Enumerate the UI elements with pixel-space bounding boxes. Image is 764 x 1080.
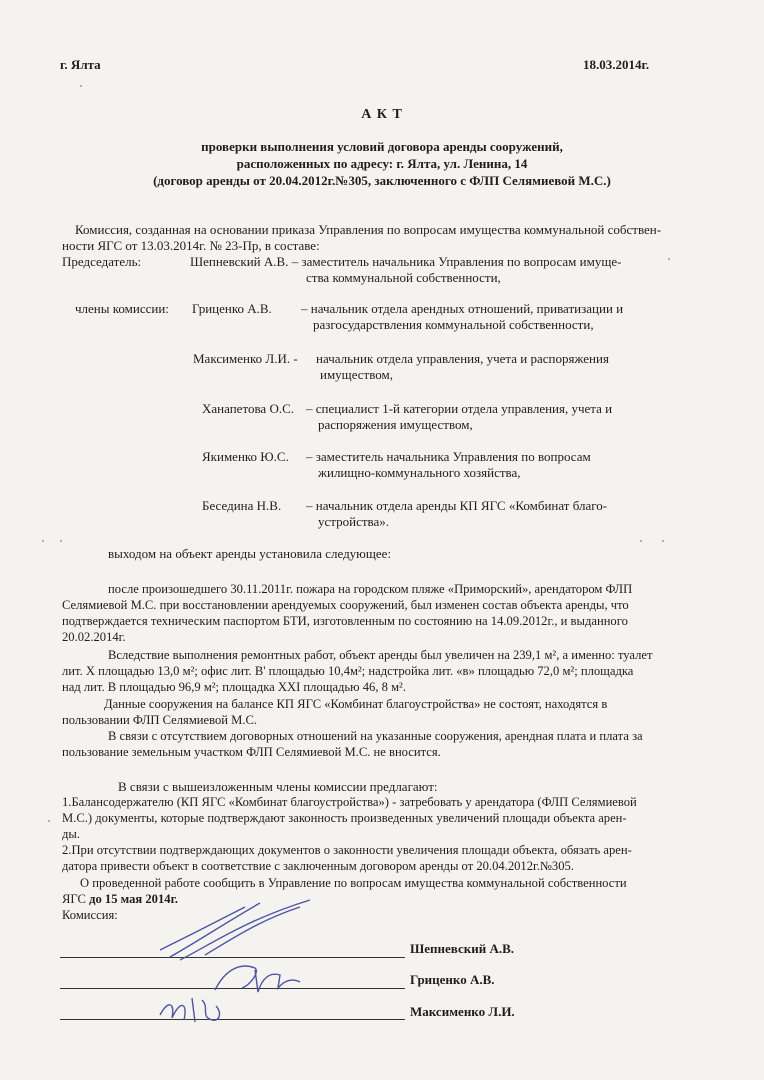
scan-speck [668,258,670,260]
report-deadline: до 15 мая 2014г. [89,892,179,906]
item1-line: М.С.) документы, которые подтверждают законность произведенных увеличений площади объекта арен- [62,811,627,825]
document-date: 18.03.2014г. [583,57,650,72]
member-duty-cont: жилищно-коммунального хозяйства, [318,465,521,480]
scan-speck [662,540,664,542]
para2-line: лит. Х площадью 13,0 м²; офис лит. В' площадью 10,4м²; надстройка лит. «в» площадью 72,0 м²; площадка [62,664,634,678]
city: г. Ялта [60,57,101,72]
scan-speck [80,85,82,87]
document-title: А К Т [361,107,403,122]
subtitle-line-1: проверки выполнения условий договора аренды сооружений, [201,139,563,154]
signatory-name: Гриценко А.В. [410,972,495,987]
member-duty-cont: распоряжения имуществом, [318,417,473,432]
scan-speck [42,540,44,542]
chair-duty-cont: ства коммунальной собственности, [306,270,501,285]
para1-line: 20.02.2014г. [62,630,126,644]
commission-label: Комиссия: [62,908,118,922]
para4-line: В связи с отсутствием договорных отношений на указанные сооружения, арендная плата и плата за [108,729,643,743]
report-line-1: О проведенной работе сообщить в Управление по вопросам имущества коммунальной собственности [80,876,627,890]
member-name: Ханапетова О.С. [202,401,294,416]
signatory-name: Максименко Л.И. [410,1004,515,1019]
para4-line: пользование земельным участком ФЛП Селямиевой М.С. не вносится. [62,745,441,759]
member-duty-cont: имуществом, [320,367,394,382]
intro-line-2: ности ЯГС от 13.03.2014г. № 23-Пр, в составе: [62,238,320,253]
item1-line: 1.Балансодержателю (КП ЯГС «Комбинат благоустройства») - затребовать у арендатора (ФЛП Селямиевой [62,795,637,809]
para3-line: пользовании ФЛП Селямиевой М.С. [62,713,258,727]
signature-maksimenko-icon [150,990,240,1030]
member-duty-cont: разгосударствления коммунальной собственности, [313,317,594,332]
members-label: члены комиссии: [75,301,169,316]
subtitle-line-2: расположенных по адресу: г. Ялта, ул. Ленина, 14 [236,156,528,171]
signatory-name: Шепневский А.В. [410,941,515,956]
para1-line: подтверждается техническим паспортом БТИ, изготовленным по состоянию на 14.09.2012г., и выданного [62,614,628,628]
item2-line: датора привести объект в соответствие с заключенным договором аренды от 20.04.2012г.№305. [62,859,574,873]
item1-line: ды. [62,827,81,841]
subtitle-line-3: (договор аренды от 20.04.2012г.№305, заключенного с ФЛП Селямиевой М.С.) [153,173,611,188]
para2-line: Вследствие выполнения ремонтных работ, объект аренды был увеличен на 239,1 м², а именно: туалет [108,648,653,662]
member-name: Беседина Н.В. [202,498,282,513]
para1-line: после произошедшего 30.11.2011г. пожара на городском пляже «Приморский», арендатором ФЛП [108,582,633,596]
member-duty: начальник отдела управления, учета и распоряжения [316,351,609,366]
scan-speck [60,540,62,542]
intro-line-1: Комиссия, созданная на основании приказа Управления по вопросам имущества коммунальной собствен- [75,222,662,237]
scan-speck [48,820,50,822]
proposal-heading: В связи с вышеизложенным члены комиссии предлагают: [118,779,438,794]
chair-role: Председатель: [62,254,142,269]
para2-line: над лит. В площадью 96,9 м²; площадка XXI площадью 46, 8 м². [62,680,406,694]
member-duty: – заместитель начальника Управления по вопросам [306,449,591,464]
member-name: Максименко Л.И. - [193,351,298,366]
member-duty: – начальник отдела аренды КП ЯГС «Комбинат благо- [306,498,608,513]
para1-line: Селямиевой М.С. при восстановлении арендуемых сооружений, был изменен состав объекта аренды, что [62,598,629,612]
chair-name: Шепневский А.В. – заместитель начальника Управления по вопросам имуще- [190,254,622,269]
report-prefix: ЯГС [62,892,90,906]
para3-line: Данные сооружения на балансе КП ЯГС «Комбинат благоустройства» не состоят, находятся в [104,697,608,711]
scan-speck [640,540,642,542]
member-name: Якименко Ю.С. [202,449,289,464]
item2-line: 2.При отсутствии подтверждающих документов о законности увеличения площади объекта, обязать арен- [62,843,632,857]
member-duty: – специалист 1-й категории отдела управления, учета и [306,401,613,416]
established-line: выходом на объект аренды установила следующее: [108,546,392,561]
member-name: Гриценко А.В. [192,301,272,316]
member-duty: – начальник отдела арендных отношений, приватизации и [301,301,624,316]
member-duty-cont: устройства». [318,514,390,529]
